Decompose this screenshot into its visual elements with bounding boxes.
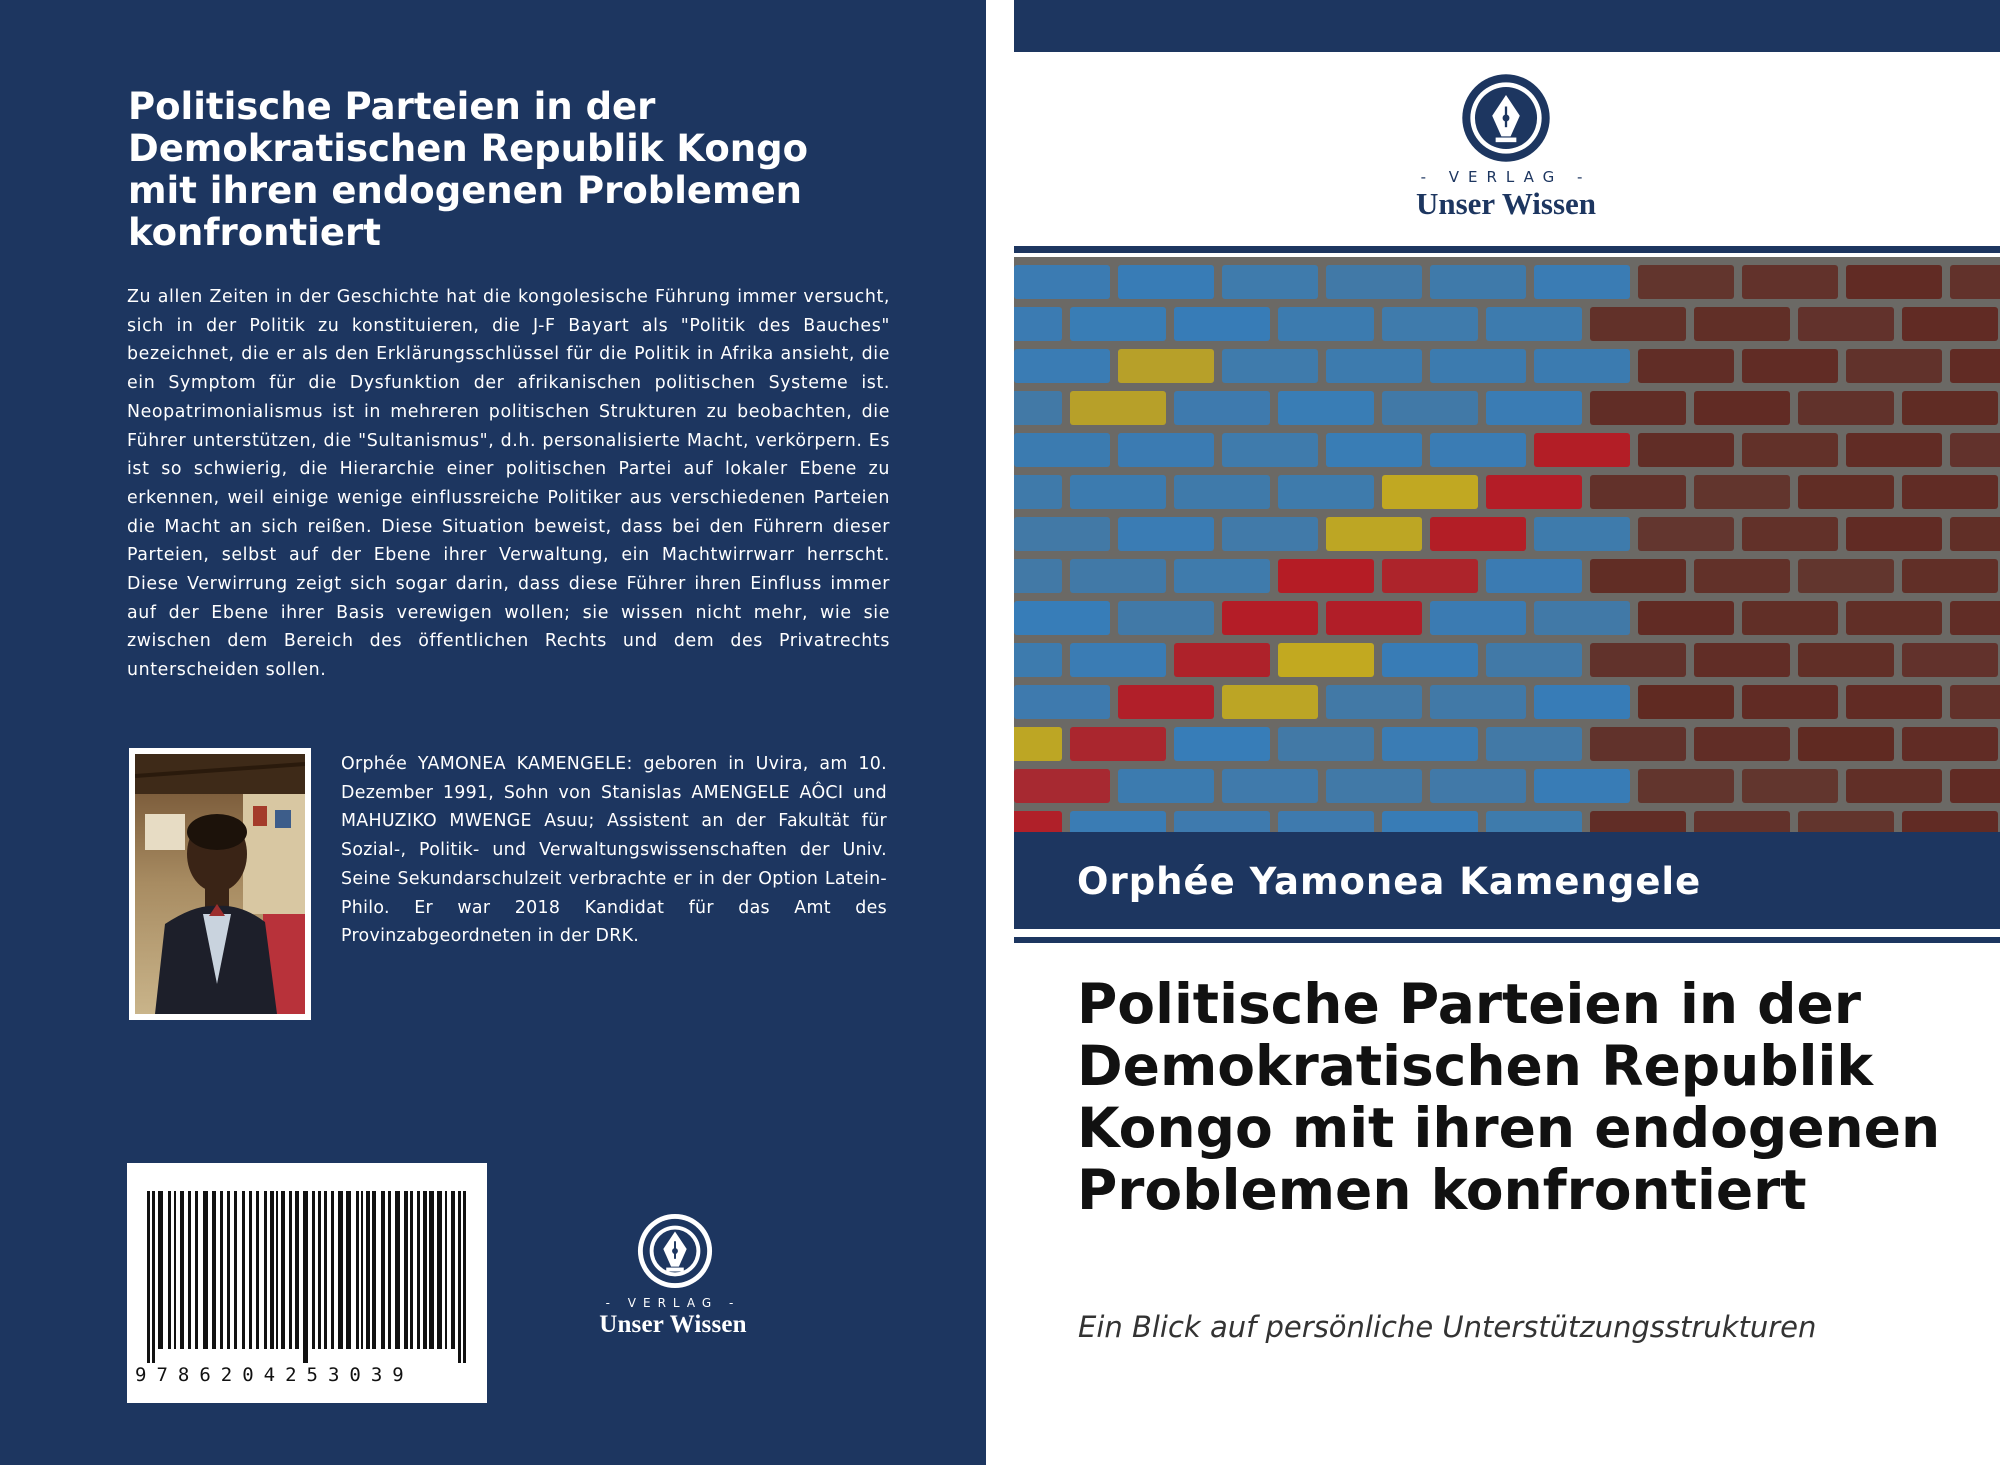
fountain-pen-nib-icon: [636, 1212, 714, 1294]
barcode-digits: 9786204253039: [135, 1364, 414, 1386]
fountain-pen-nib-icon: [1460, 72, 1552, 168]
front-cover-subtitle: Ein Blick auf persönliche Unterstützungsstrukturen: [1078, 1310, 1817, 1344]
back-cover-title: Politische Parteien in der Demokratischen Republik Kongo mit ihren endogenen Problemen konfrontiert: [128, 85, 809, 254]
publisher-name: Unser Wissen: [1415, 186, 1597, 221]
publisher-name: Unser Wissen: [599, 1311, 747, 1338]
front-cover-title: Politische Parteien in der Demokratischen Republik Kongo mit ihren endogenen Problemen konfrontiert: [1077, 972, 1941, 1222]
author-bio: Orphée YAMONEA KAMENGELE: geboren in Uvira, am 10. Dezember 1991, Sohn von Stanislas AMENGELE AÔCI und MAHUZIKO MWENGE Asuu; Assistent an der Fakultät für Sozial-, Politik- und Verwaltungswissenschaften der Univ. Seine Sekundarschulzeit verbrachte er in der Option Latein-Philo. Er war 2018 Kandidat für das Amt des Provinzabgeordneten in der DRK.: [341, 754, 887, 947]
spine-gap: [986, 0, 1014, 1465]
back-cover: [0, 0, 986, 1465]
cover-image-flag-brick-wall: [1014, 257, 2000, 832]
back-cover-blurb: Zu allen Zeiten in der Geschichte hat die kongolesische Führung immer versucht, sich in der Politik zu konstituieren, die J-F Bayart als "Politik des Bauches" bezeichnet, die er als den Erklärungsschlüssel für die Politik in Afrika ansieht, die ein Symptom für die Dysfunktion der afrikanischen politischen Systeme ist. Neopatrimonialismus ist in mehreren politischen Strukturen zu beobachten, die Führer unterstützen, die "Sultanismus", d.h. personalisierte Macht, verkörpern. Es ist so schwierig, die Hierarchie einer politischen Partei auf lokaler Ebene zu erkennen, weil einige wenige einflussreiche Politiker aus verschiedenen Parteien die Macht an sich reißen. Diese Situation beweist, dass bei den Führern dieser Parteien, selbst auf der Ebene ihrer Verwaltung, ein Machtwirrwarr herrscht. Diese Verwirrung zeigt sich sogar darin, dass diese Führer ihren Einfluss immer auf der Ebene ihrer Basis verewigen wollen; sie wissen nicht mehr, wie sie zwischen dem Bereich des öffentlichen Rechts und dem des Privatrechts unterscheiden sollen.: [127, 287, 890, 681]
rule-above-image: [1014, 246, 2000, 253]
front-publisher-logo: [1386, 72, 1626, 222]
author-photo: [129, 748, 311, 1020]
rule-below-author: [1014, 937, 2000, 943]
publisher-verlag-label: - VERLAG -: [605, 1296, 741, 1310]
back-publisher-logo: [588, 1212, 758, 1342]
publisher-verlag-label: - VERLAG -: [1420, 168, 1592, 186]
front-top-band: [1014, 0, 2000, 52]
front-cover: [1014, 0, 2000, 1465]
barcode: [127, 1163, 487, 1403]
front-author-name: Orphée Yamonea Kamengele: [1077, 860, 1702, 903]
